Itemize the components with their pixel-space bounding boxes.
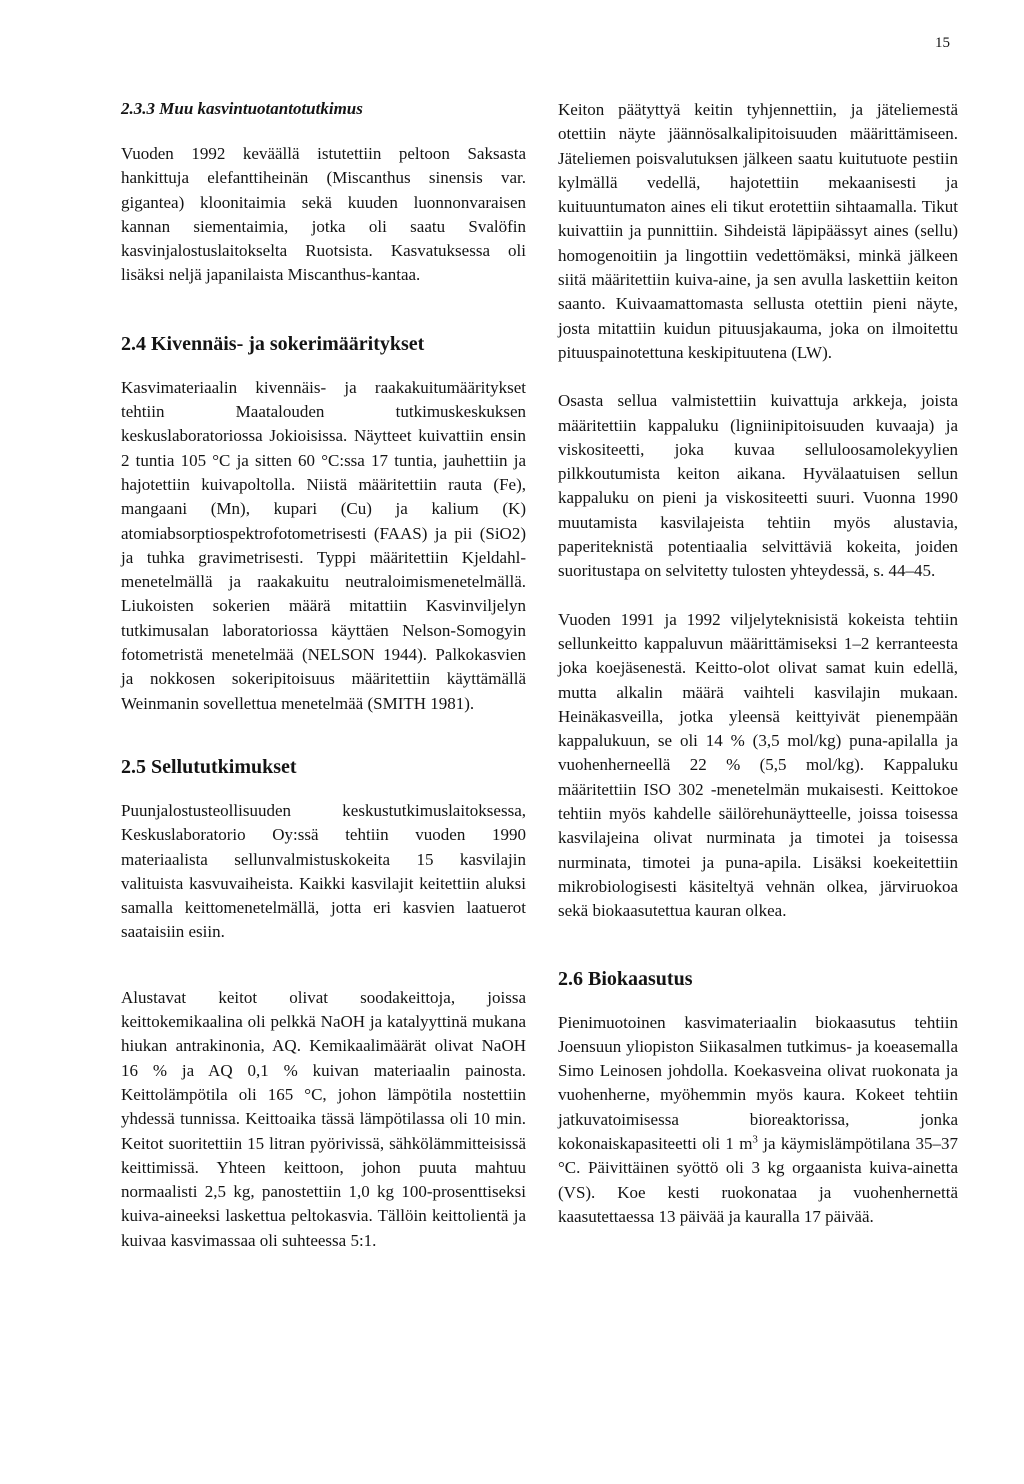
paragraph-cultivation-tests: Vuoden 1991 ja 1992 viljelyteknisistä kokeista tehtiin sellunkeitto kappaluvun määrittämiseksi 1–2 kerranteesta joka koejäsenestä. Keitto-olot olivat samat kuin edellä, mutta alkalin määrä vaihteli kasvilajin mukaan. Heinäkasveilla, jotka yleensä keittyivät pienempään kappalukuun, se oli 14 % (3,5 mol/kg) puna-apilalla ja vuohenherneellä 22 % (5,5 mol/kg). Kappaluku määritettiin ISO 302 -menetelmän mukaisesti. Keittokoe tehtiin myös kahdelle säilörehunäytteelle, joissa toisessa kasvilajeina olivat nurminata ja timotei ja toisessa nurminata, timotei ja puna-apila. Lisäksi koekeitettiin mikrobiologisesti käsiteltyä vehnän olkea, järviruokoa sekä biokaasutettua kauran olkea. [558, 609, 958, 921]
right-column [558, 98, 958, 1229]
paragraph-cooking-end: Keiton päätyttyä keitin tyhjennettiin, ja jäteliemestä otettiin näyte jäännösalkalipitoisuuden määrittämiseen. Jäteliemen poisvalutuksen jälkeen saatu kuitutuote pestiin kylmällä vedellä, hajotettiin mekaanisesti ja kuituuntumaton aines eli tikut erotettiin sihtaamalla. Tikut kuivattiin ja punnittiin. Sihdeistä läpipäässyt aines (sellu) homogenoitiin ja lingottiin vedettömäksi, minkä jälkeen siitä määritettiin kuiva-aine, ja sen avulla laskettiin keiton saanto. Kuivaamattomasta sellusta otettiin pieni näyte, josta mitattiin kuidun pituusjakauma, joka on ilmoitettu pituuspainotettuna keskipituutena (LW). [558, 100, 958, 362]
section-heading-2-4: 2.4 Kivennäis- ja sokerimääritykset [121, 332, 425, 355]
section-heading-2-6: 2.6 Biokaasutus [558, 967, 693, 990]
paragraph-biogas [558, 1011, 958, 1230]
section-heading-2-5: 2.5 Sellututkimukset [121, 755, 297, 778]
paragraph-mineral-analysis: Kasvimateriaalin kivennäis- ja raakakuitumääritykset tehtiin Maatalouden tutkimuskeskuksen keskuslaboratoriossa Jokioisissa. Näytteet kuivattiin ensin 2 tuntia 105 °C ja sitten 60 °C:ssa 17 tuntia, jauhettiin ja hajotettiin kuivapoltolla. Niistä määritettiin rauta (Fe), mangaani (Mn), kupari (Cu) ja kalium (K) atomiabsorptiospektrofotometrisesti (FAAS) ja pii (SiO2) ja tuhka gravimetrisesti. Typpi määritettiin Kjeldahl-menetelmällä ja raakakuitu neutraloimismenetelmällä. Liukoisten sokerien määrä mitattiin Kasvinviljelyn tutkimusalan laboratoriossa käyttäen Nelson-Somogyin fotometristä menetelmää (NELSON 1944). Palkokasvien ja nokkosen sokeripitoisuus määritettiin käyttämällä Weinmanin sovellettua menetelmää (SMITH 1981). [121, 377, 526, 713]
paragraph-pulp-sheets: Osasta sellua valmistettiin kuivattuja arkkeja, joista määritettiin kappaluku (ligniinipitoisuuden kuvaaja) ja viskositeetti, joka kuvaa selluloosamolekyylien pilkkoutumista keiton aikana. Hyvälaatuisen sellun kappaluku on pieni ja viskositeetti suuri. Vuonna 1990 muutamista kasvilajeista tehtiin myös alustavia, paperiteknistä potentiaalia selvittäviä kokeita, joiden suoritustapa on selvitetty tulosten yhteydessä, s. 44–45. [558, 391, 958, 581]
paragraph-preliminary-cooking: Alustavat keitot olivat soodakeittoja, joissa keittokemikaalina oli pelkkä NaOH ja katalyyttinä mukana hiukan antrakinonia, AQ. Kemikaalimäärät olivat NaOH 16 % ja AQ 0,1 % kuivan materiaalin painosta. Keittolämpötila oli 165 °C, johon lämpötila nostettiin yhdessä tunnissa. Keittoaika tässä lämpötilassa oli 10 min. Keitot suoritettiin 15 litran pyörivissä, sähkölämmitteisissä keittimissä. Yhteen keittoon, johon puuta mahtuu normaalisti 2,5 kg, panostettiin 1,0 kg 100-prosenttiseksi kuiva-aineeksi laskettua peltokasvia. Tällöin keittolientä ja kuivaa kasvimassaa oli suhteessa 5:1. [121, 987, 526, 1250]
page-number: 15 [935, 35, 950, 51]
paragraph-miscanthus: Vuoden 1992 keväällä istutettiin peltoon Saksasta hankittuja elefanttiheinän (Miscanthus sinensis var. gigantea) kloonitaimia sekä kuuden luonnonvaraisen kannan siementaimia, jotka oli saatu Svalöfin kasvinjalostuslaitokselta Ruotsista. Kasvatuksessa oli lisäksi neljä japanilaista Miscanthus-kantaa. [121, 144, 526, 285]
superscript-three: 3 [752, 1133, 758, 1146]
paragraph-pulp-tests: Puunjalostusteollisuuden keskustutkimuslaitoksessa, Keskuslaboratorio Oy:ssä tehtiin vuoden 1990 materiaalista sellunvalmistuskokeita 15 kasvilajin valituista kasvuvaiheista. Kaikki kasvilajit keitettiin aluksi samalla keittomenetelmällä, jotta eri kasvien laatuerot saataisiin esiin. [121, 800, 526, 942]
left-column [121, 98, 526, 1253]
biogas-text-part1: Pienimuotoinen kasvimateriaalin biokaasutus tehtiin Joensuun yliopiston Siikasalmen tutkimus- ja koeasemalla Simo Leinosen johdolla. Koekasveina olivat ruokonata ja vuohenherne, myöhemmin myös kaura. Kokeet tehtiin jatkuvatoimisessa bioreaktorissa, jonka kokonaiskapasiteetti oli 1 m [558, 1012, 958, 1153]
section-heading-2-3-3: 2.3.3 Muu kasvintuotantotutkimus [121, 99, 363, 118]
biogas-text-part2: ja käymislämpötilana 35–37 °C. Päivittäinen syöttö oli 3 kg orgaanista kuiva-ainetta (VS). Koe kesti ruokonataa ja vuohenhernettä kaasutettaessa 13 päivää ja kauralla 17 päivää. [558, 1133, 958, 1226]
